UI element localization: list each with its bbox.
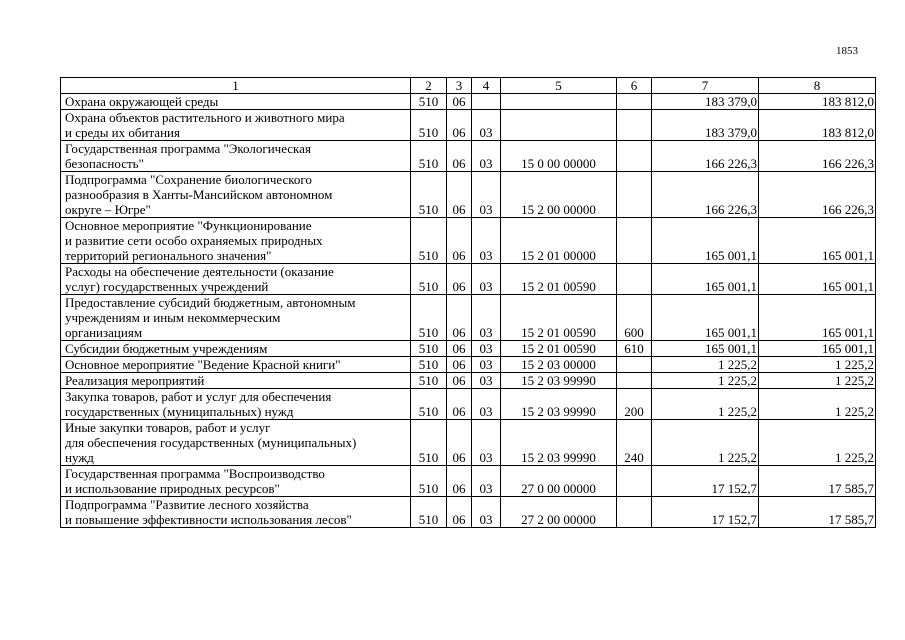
header-col-8: 8 bbox=[759, 78, 876, 94]
row-col-4-cell: 03 bbox=[472, 295, 501, 341]
row-col-8-cell: 166 226,3 bbox=[759, 141, 876, 172]
row-name-cell: Основное мероприятие "Функционирование и развитие сети особо охраняемых природных территорий регионального значения" bbox=[61, 218, 411, 264]
row-col-5-cell: 15 2 01 00590 bbox=[501, 295, 617, 341]
table-row bbox=[61, 497, 876, 528]
row-col-4-cell: 03 bbox=[472, 218, 501, 264]
row-col-6-cell bbox=[617, 141, 652, 172]
row-col-6-cell bbox=[617, 110, 652, 141]
row-col-2-cell: 510 bbox=[411, 110, 447, 141]
row-col-2-cell: 510 bbox=[411, 420, 447, 466]
row-name-cell: Реализация мероприятий bbox=[61, 373, 411, 389]
row-name-cell: Предоставление субсидий бюджетным, автономным учреждениям и иным некоммерческим организациям bbox=[61, 295, 411, 341]
row-col-6-cell: 240 bbox=[617, 420, 652, 466]
row-col-3-cell: 06 bbox=[447, 141, 472, 172]
page-number: 1853 bbox=[836, 45, 858, 57]
row-col-3-cell: 06 bbox=[447, 172, 472, 218]
row-col-3-cell: 06 bbox=[447, 264, 472, 295]
row-col-8-cell: 17 585,7 bbox=[759, 497, 876, 528]
table-row bbox=[61, 141, 876, 172]
row-col-6-cell bbox=[617, 172, 652, 218]
row-col-6-cell: 610 bbox=[617, 341, 652, 357]
row-col-5-cell: 15 2 03 99990 bbox=[501, 420, 617, 466]
row-name-cell: Государственная программа "Экологическая безопасность" bbox=[61, 141, 411, 172]
row-col-3-cell: 06 bbox=[447, 373, 472, 389]
row-col-4-cell bbox=[472, 94, 501, 110]
table-row bbox=[61, 172, 876, 218]
row-col-3-cell: 06 bbox=[447, 218, 472, 264]
row-col-6-cell bbox=[617, 94, 652, 110]
row-col-7-cell: 183 379,0 bbox=[652, 94, 759, 110]
row-col-3-cell: 06 bbox=[447, 497, 472, 528]
row-col-4-cell: 03 bbox=[472, 141, 501, 172]
row-col-2-cell: 510 bbox=[411, 357, 447, 373]
row-col-5-cell: 15 2 00 00000 bbox=[501, 172, 617, 218]
row-col-7-cell: 1 225,2 bbox=[652, 389, 759, 420]
row-col-4-cell: 03 bbox=[472, 172, 501, 218]
table-row bbox=[61, 341, 876, 357]
header-col-2: 2 bbox=[411, 78, 447, 94]
row-col-4-cell: 03 bbox=[472, 264, 501, 295]
row-col-3-cell: 06 bbox=[447, 357, 472, 373]
row-col-8-cell: 1 225,2 bbox=[759, 357, 876, 373]
row-col-8-cell: 1 225,2 bbox=[759, 373, 876, 389]
row-col-7-cell: 166 226,3 bbox=[652, 172, 759, 218]
row-col-6-cell bbox=[617, 373, 652, 389]
row-col-2-cell: 510 bbox=[411, 141, 447, 172]
row-col-2-cell: 510 bbox=[411, 373, 447, 389]
row-col-6-cell bbox=[617, 357, 652, 373]
row-col-2-cell: 510 bbox=[411, 94, 447, 110]
header-col-5: 5 bbox=[501, 78, 617, 94]
table-body bbox=[61, 94, 876, 528]
header-col-1: 1 bbox=[61, 78, 411, 94]
row-col-4-cell: 03 bbox=[472, 357, 501, 373]
row-col-4-cell: 03 bbox=[472, 420, 501, 466]
row-col-5-cell: 15 2 03 99990 bbox=[501, 389, 617, 420]
row-col-8-cell: 165 001,1 bbox=[759, 218, 876, 264]
row-col-3-cell: 06 bbox=[447, 94, 472, 110]
row-col-8-cell: 165 001,1 bbox=[759, 264, 876, 295]
row-col-6-cell bbox=[617, 264, 652, 295]
header-col-7: 7 bbox=[652, 78, 759, 94]
row-name-cell: Подпрограмма "Развитие лесного хозяйства и повышение эффективности использования лесов" bbox=[61, 497, 411, 528]
row-col-7-cell: 183 379,0 bbox=[652, 110, 759, 141]
row-name-cell: Субсидии бюджетным учреждениям bbox=[61, 341, 411, 357]
row-col-8-cell: 1 225,2 bbox=[759, 389, 876, 420]
row-col-4-cell: 03 bbox=[472, 373, 501, 389]
header-col-3: 3 bbox=[447, 78, 472, 94]
row-col-2-cell: 510 bbox=[411, 389, 447, 420]
row-col-8-cell: 183 812,0 bbox=[759, 94, 876, 110]
row-name-cell: Основное мероприятие "Ведение Красной книги" bbox=[61, 357, 411, 373]
row-col-5-cell: 27 0 00 00000 bbox=[501, 466, 617, 497]
row-col-7-cell: 166 226,3 bbox=[652, 141, 759, 172]
row-col-2-cell: 510 bbox=[411, 218, 447, 264]
row-col-7-cell: 17 152,7 bbox=[652, 466, 759, 497]
row-col-7-cell: 17 152,7 bbox=[652, 497, 759, 528]
row-col-5-cell: 15 2 01 00000 bbox=[501, 218, 617, 264]
row-col-5-cell: 15 0 00 00000 bbox=[501, 141, 617, 172]
table-row bbox=[61, 357, 876, 373]
row-name-cell: Подпрограмма "Сохранение биологического разнообразия в Ханты-Мансийском автономном округе – Югре" bbox=[61, 172, 411, 218]
row-col-2-cell: 510 bbox=[411, 264, 447, 295]
row-col-8-cell: 183 812,0 bbox=[759, 110, 876, 141]
row-col-4-cell: 03 bbox=[472, 466, 501, 497]
row-col-5-cell: 15 2 03 00000 bbox=[501, 357, 617, 373]
row-col-7-cell: 165 001,1 bbox=[652, 264, 759, 295]
row-col-8-cell: 17 585,7 bbox=[759, 466, 876, 497]
row-col-5-cell: 27 2 00 00000 bbox=[501, 497, 617, 528]
row-col-8-cell: 165 001,1 bbox=[759, 341, 876, 357]
row-col-7-cell: 165 001,1 bbox=[652, 295, 759, 341]
row-col-5-cell bbox=[501, 110, 617, 141]
row-col-3-cell: 06 bbox=[447, 389, 472, 420]
table-row bbox=[61, 466, 876, 497]
row-col-3-cell: 06 bbox=[447, 341, 472, 357]
header-col-4: 4 bbox=[472, 78, 501, 94]
row-col-8-cell: 165 001,1 bbox=[759, 295, 876, 341]
row-col-2-cell: 510 bbox=[411, 497, 447, 528]
table-row bbox=[61, 110, 876, 141]
row-name-cell: Охрана объектов растительного и животного мира и среды их обитания bbox=[61, 110, 411, 141]
row-col-5-cell bbox=[501, 94, 617, 110]
row-col-3-cell: 06 bbox=[447, 295, 472, 341]
table-row bbox=[61, 389, 876, 420]
row-col-8-cell: 166 226,3 bbox=[759, 172, 876, 218]
row-col-2-cell: 510 bbox=[411, 295, 447, 341]
row-col-7-cell: 1 225,2 bbox=[652, 357, 759, 373]
row-name-cell: Расходы на обеспечение деятельности (оказание услуг) государственных учреждений bbox=[61, 264, 411, 295]
table-row bbox=[61, 264, 876, 295]
row-col-4-cell: 03 bbox=[472, 497, 501, 528]
row-col-3-cell: 06 bbox=[447, 420, 472, 466]
row-col-2-cell: 510 bbox=[411, 172, 447, 218]
row-col-3-cell: 06 bbox=[447, 466, 472, 497]
row-name-cell: Иные закупки товаров, работ и услуг для обеспечения государственных (муниципальных) нужд bbox=[61, 420, 411, 466]
row-col-6-cell: 200 bbox=[617, 389, 652, 420]
row-col-6-cell bbox=[617, 218, 652, 264]
row-col-7-cell: 165 001,1 bbox=[652, 218, 759, 264]
row-col-5-cell: 15 2 01 00590 bbox=[501, 341, 617, 357]
row-col-2-cell: 510 bbox=[411, 466, 447, 497]
row-col-5-cell: 15 2 01 00590 bbox=[501, 264, 617, 295]
row-col-4-cell: 03 bbox=[472, 110, 501, 141]
header-col-6: 6 bbox=[617, 78, 652, 94]
row-name-cell: Государственная программа "Воспроизводство и использование природных ресурсов" bbox=[61, 466, 411, 497]
row-col-3-cell: 06 bbox=[447, 110, 472, 141]
row-col-4-cell: 03 bbox=[472, 389, 501, 420]
row-col-7-cell: 1 225,2 bbox=[652, 420, 759, 466]
row-col-7-cell: 165 001,1 bbox=[652, 341, 759, 357]
row-name-cell: Охрана окружающей среды bbox=[61, 94, 411, 110]
table-row bbox=[61, 94, 876, 110]
row-col-4-cell: 03 bbox=[472, 341, 501, 357]
row-col-6-cell bbox=[617, 466, 652, 497]
budget-table bbox=[60, 77, 876, 528]
row-col-8-cell: 1 225,2 bbox=[759, 420, 876, 466]
row-col-7-cell: 1 225,2 bbox=[652, 373, 759, 389]
header-row bbox=[61, 78, 876, 94]
table-row bbox=[61, 295, 876, 341]
row-col-6-cell: 600 bbox=[617, 295, 652, 341]
table-row bbox=[61, 373, 876, 389]
row-col-2-cell: 510 bbox=[411, 341, 447, 357]
row-col-5-cell: 15 2 03 99990 bbox=[501, 373, 617, 389]
table-row bbox=[61, 218, 876, 264]
table-row bbox=[61, 420, 876, 466]
row-col-6-cell bbox=[617, 497, 652, 528]
row-name-cell: Закупка товаров, работ и услуг для обеспечения государственных (муниципальных) нужд bbox=[61, 389, 411, 420]
